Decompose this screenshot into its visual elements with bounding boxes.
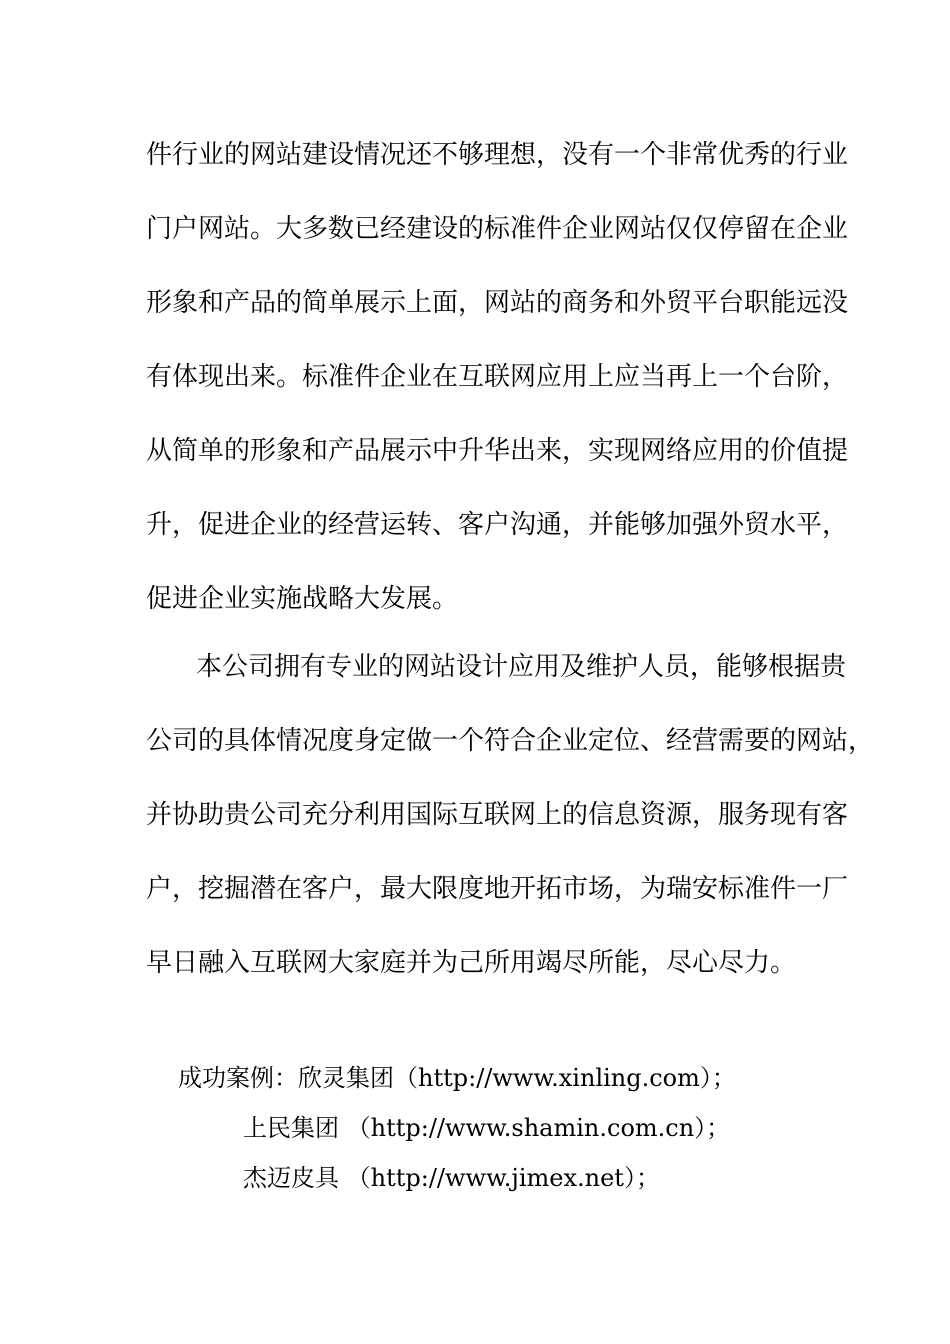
paragraph-2-line-3: 并协助贵公司充分利用国际互联网上的信息资源，服务现有客 bbox=[146, 800, 849, 830]
success-case-item: 杰迈皮具 （http://www.jimex.net）； bbox=[243, 1164, 660, 1192]
paragraph-1-line-1: 件行业的网站建设情况还不够理想，没有一个非常优秀的行业 bbox=[146, 140, 849, 170]
paragraph-1-line-7: 促进企业实施战略大发展。 bbox=[146, 584, 459, 614]
success-cases-heading: 成功案例：欣灵集团（http://www.xinling.com）； bbox=[178, 1064, 736, 1092]
paragraph-1-line-4: 有体现出来。标准件企业在互联网应用上应当再上一个台阶， bbox=[146, 362, 849, 392]
paragraph-1-line-3: 形象和产品的简单展示上面，网站的商务和外贸平台职能远没 bbox=[146, 288, 849, 318]
paragraph-2-line-2: 公司的具体情况度身定做一个符合企业定位、经营需要的网站， bbox=[146, 726, 875, 756]
paragraph-1-line-5: 从简单的形象和产品展示中升华出来，实现网络应用的价值提 bbox=[146, 436, 849, 466]
paragraph-2-line-5: 早日融入互联网大家庭并为己所用竭尽所能，尽心尽力。 bbox=[146, 948, 797, 978]
success-case-item: 上民集团 （http://www.shamin.com.cn）； bbox=[243, 1114, 731, 1142]
paragraph-1-line-6: 升，促进企业的经营运转、客户沟通，并能够加强外贸水平， bbox=[146, 510, 849, 540]
paragraph-2-line-4: 户，挖掘潜在客户，最大限度地开拓市场，为瑞安标准件一厂 bbox=[146, 874, 849, 904]
paragraph-2-line-1: 本公司拥有专业的网站设计应用及维护人员，能够根据贵 bbox=[196, 652, 847, 682]
paragraph-1-line-2: 门户网站。大多数已经建设的标准件企业网站仅仅停留在企业 bbox=[146, 214, 849, 244]
